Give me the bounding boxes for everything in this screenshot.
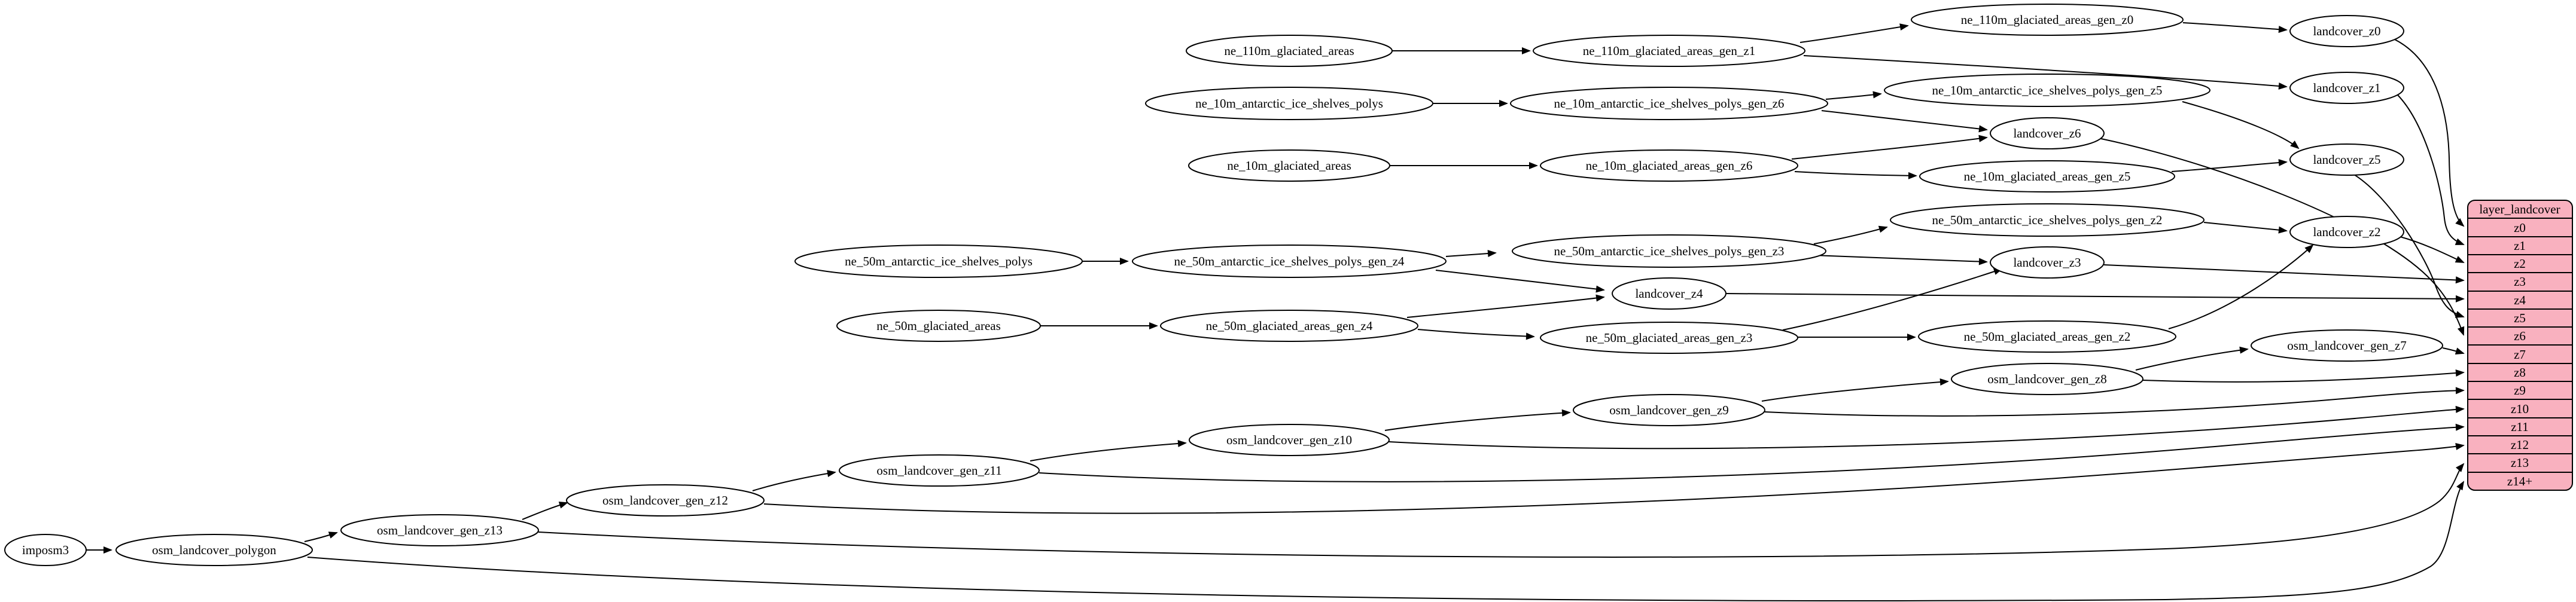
svg-text:ne_50m_glaciated_areas_gen_z4: ne_50m_glaciated_areas_gen_z4: [1205, 319, 1373, 333]
edge-ice10-gen-z5-to-landcover-z5: [2182, 102, 2298, 148]
svg-text:landcover_z3: landcover_z3: [2013, 255, 2081, 270]
node-ne110m-glaciated-areas: [1186, 35, 1392, 66]
table-row-z4: z4: [2514, 293, 2526, 307]
edge-glac10-gen-z5-to-landcover-z5: [2172, 162, 2286, 172]
node-ne110m-glaciated-areas-gen-z1: [1533, 35, 1805, 66]
svg-text:osm_landcover_gen_z12: osm_landcover_gen_z12: [602, 493, 728, 508]
svg-text:osm_landcover_polygon: osm_landcover_polygon: [152, 543, 276, 557]
svg-text:ne_50m_antarctic_ice_shelves_p: ne_50m_antarctic_ice_shelves_polys_gen_z2: [1932, 213, 2163, 227]
node-ne110m-glaciated-areas-gen-z0: [1911, 4, 2183, 35]
node-osm-landcover-gen-z8: [1951, 363, 2143, 395]
edge-landcover-z0-to-row-z0: [2394, 39, 2464, 226]
edge-glac50-gen-z4-to-landcover-z4: [1407, 297, 1604, 317]
svg-text:ne_10m_antarctic_ice_shelves_p: ne_10m_antarctic_ice_shelves_polys: [1195, 96, 1383, 111]
edge-glac50-gen-z2-to-landcover-z2: [2169, 245, 2313, 329]
svg-text:ne_110m_glaciated_areas_gen_z0: ne_110m_glaciated_areas_gen_z0: [1960, 13, 2134, 27]
svg-text:ne_10m_antarctic_ice_shelves_p: ne_10m_antarctic_ice_shelves_polys_gen_z5: [1932, 83, 2163, 97]
svg-text:landcover_z4: landcover_z4: [1635, 286, 1703, 301]
node-ne50m-glaciated-areas-gen-z4: [1161, 310, 1418, 341]
nodes: [5, 4, 2443, 566]
svg-text:ne_10m_antarctic_ice_shelves_p: ne_10m_antarctic_ice_shelves_polys_gen_z6: [1554, 96, 1785, 111]
node-osm-landcover-polygon: [116, 534, 312, 566]
svg-text:osm_landcover_gen_z9: osm_landcover_gen_z9: [1609, 403, 1729, 417]
svg-text:ne_50m_glaciated_areas: ne_50m_glaciated_areas: [876, 319, 1001, 333]
svg-text:landcover_z6: landcover_z6: [2013, 126, 2081, 140]
node-osm-landcover-gen-z10: [1189, 424, 1389, 456]
svg-text:landcover_z5: landcover_z5: [2313, 152, 2381, 167]
edge-glac10-gen-z6-to-landcover-z6: [1792, 137, 1987, 159]
svg-text:osm_landcover_gen_z10: osm_landcover_gen_z10: [1226, 433, 1352, 447]
edge-gen-z0-to-landcover-z0: [2183, 23, 2286, 30]
svg-text:ne_110m_glaciated_areas: ne_110m_glaciated_areas: [1224, 44, 1354, 58]
node-landcover-z4: [1612, 278, 1726, 309]
node-ne50m-glaciated-areas-gen-z3: [1540, 322, 1798, 353]
table-row-z8: z8: [2514, 365, 2526, 380]
edge-ice-gen-z2-to-landcover-z2: [2204, 222, 2286, 231]
table-row-z11: z11: [2511, 420, 2529, 434]
table-row-z3: z3: [2514, 274, 2526, 289]
svg-text:ne_50m_antarctic_ice_shelves_p: ne_50m_antarctic_ice_shelves_polys: [845, 254, 1033, 268]
node-osm-landcover-gen-z12: [567, 485, 764, 516]
edge-gen-z13-to-row-z13: [538, 464, 2464, 557]
edge-gen-z10-to-gen-z9: [1385, 412, 1570, 430]
edge-ice10-gen-z6-to-landcover-z6: [1822, 111, 1987, 130]
table-row-z12: z12: [2510, 438, 2529, 452]
edge-ice10-gen-z6-to-gen-z5: [1826, 94, 1881, 99]
table-row-z5: z5: [2514, 311, 2526, 325]
edge-ice-gen-z4-to-landcover-z4: [1436, 270, 1604, 290]
edge-gen-z12-to-gen-z11: [753, 472, 835, 491]
edge-gen-z8-to-row-z8: [2143, 372, 2464, 382]
node-osm-landcover-gen-z9: [1573, 395, 1765, 426]
table-row-z0: z0: [2514, 221, 2526, 235]
table-row-z2: z2: [2514, 256, 2526, 271]
node-landcover-z0: [2290, 16, 2404, 47]
svg-text:ne_50m_glaciated_areas_gen_z3: ne_50m_glaciated_areas_gen_z3: [1585, 331, 1753, 345]
table-row-z10: z10: [2510, 402, 2529, 416]
edge-ice-gen-z3-to-landcover-z3: [1814, 255, 1987, 262]
node-ne50m-antarctic-ice-shelves-polys: [795, 245, 1082, 277]
svg-text:ne_10m_glaciated_areas_gen_z5: ne_10m_glaciated_areas_gen_z5: [1963, 169, 2131, 184]
svg-text:osm_landcover_gen_z7: osm_landcover_gen_z7: [2287, 338, 2407, 353]
svg-text:ne_50m_antarctic_ice_shelves_p: ne_50m_antarctic_ice_shelves_polys_gen_z3: [1554, 244, 1785, 258]
table-row-z13: z13: [2510, 456, 2529, 470]
svg-text:ne_50m_antarctic_ice_shelves_p: ne_50m_antarctic_ice_shelves_polys_gen_z4: [1174, 254, 1405, 268]
node-osm-landcover-gen-z13: [341, 515, 538, 546]
edge-landcover-z1-to-row-z1: [2398, 95, 2464, 245]
svg-text:ne_110m_glaciated_areas_gen_z1: ne_110m_glaciated_areas_gen_z1: [1582, 44, 1756, 58]
node-ne50m-antarctic-ice-shelves-polys-gen-z4: [1132, 245, 1446, 277]
svg-text:landcover_z2: landcover_z2: [2313, 225, 2381, 239]
svg-text:ne_10m_glaciated_areas: ne_10m_glaciated_areas: [1227, 158, 1351, 173]
edge-osm-landcover-polygon-to-gen-z13: [305, 533, 337, 542]
svg-text:ne_50m_glaciated_areas_gen_z2: ne_50m_glaciated_areas_gen_z2: [1963, 329, 2131, 344]
node-ne50m-glaciated-areas: [837, 310, 1040, 341]
table-row-z7: z7: [2514, 347, 2526, 362]
edge-gen-z10-to-row-z10: [1389, 409, 2464, 448]
svg-text:ne_10m_glaciated_areas_gen_z6: ne_10m_glaciated_areas_gen_z6: [1585, 158, 1753, 173]
node-landcover-z6: [1990, 118, 2104, 149]
node-ne10m-antarctic-ice-shelves-polys-gen-z6: [1511, 87, 1828, 120]
node-ne10m-glaciated-areas: [1189, 150, 1390, 181]
edge-gen-z9-to-row-z9: [1765, 390, 2464, 416]
node-ne50m-antarctic-ice-shelves-polys-gen-z2: [1890, 204, 2204, 236]
edge-gen-z11-to-gen-z10: [1030, 443, 1186, 461]
svg-text:osm_landcover_gen_z8: osm_landcover_gen_z8: [1987, 372, 2107, 386]
edge-glac50-gen-z3-to-landcover-z3: [1783, 269, 2002, 330]
svg-text:landcover_z1: landcover_z1: [2313, 81, 2381, 95]
node-ne50m-glaciated-areas-gen-z2: [1919, 321, 2176, 352]
table-row-z9: z9: [2514, 383, 2526, 398]
edge-gen-z8-to-gen-z7: [2136, 349, 2248, 370]
edge-landcover-z3-to-row-z3: [2104, 265, 2464, 280]
edge-gen-z13-to-gen-z12: [522, 503, 567, 520]
node-ne10m-glaciated-areas-gen-z5: [1920, 161, 2175, 192]
node-osm-landcover-gen-z7: [2251, 330, 2443, 361]
node-ne10m-antarctic-ice-shelves-polys: [1146, 87, 1433, 120]
table-row-z6: z6: [2514, 329, 2526, 343]
edge-landcover-z2-to-row-z2: [2400, 237, 2464, 262]
layer-landcover-table: [2468, 200, 2572, 490]
node-landcover-z1: [2290, 72, 2404, 103]
node-ne50m-antarctic-ice-shelves-polys-gen-z3: [1512, 235, 1826, 267]
svg-text:osm_landcover_gen_z13: osm_landcover_gen_z13: [377, 523, 503, 537]
node-osm-landcover-gen-z11: [839, 455, 1039, 486]
svg-text:imposm3: imposm3: [22, 543, 69, 557]
node-ne10m-antarctic-ice-shelves-polys-gen-z5: [1884, 74, 2210, 106]
table-row-z14plus: z14+: [2507, 474, 2533, 488]
edge-gen-z1-to-gen-z0: [1800, 26, 1908, 42]
edge-ice-gen-z4-to-gen-z3: [1446, 253, 1496, 256]
edge-glac50-gen-z4-to-gen-z3: [1418, 329, 1534, 337]
node-landcover-z2: [2290, 216, 2404, 247]
node-landcover-z3: [1990, 247, 2104, 278]
node-landcover-z5: [2290, 144, 2404, 175]
edge-ice-gen-z3-to-gen-z2: [1814, 227, 1887, 244]
edge-gen-z9-to-gen-z8: [1762, 381, 1948, 401]
svg-text:osm_landcover_gen_z11: osm_landcover_gen_z11: [876, 463, 1002, 478]
node-ne10m-glaciated-areas-gen-z6: [1540, 150, 1798, 181]
svg-text:landcover_z0: landcover_z0: [2313, 24, 2381, 38]
edge-gen-z7-to-row-z7: [2443, 348, 2464, 353]
table-row-z1: z1: [2514, 239, 2526, 253]
table-title: layer_landcover: [2479, 202, 2560, 216]
node-imposm3: [5, 534, 86, 566]
edge-landcover-z4-to-row-z4: [1726, 294, 2464, 299]
edge-glac10-gen-z6-to-gen-z5: [1795, 172, 1916, 176]
